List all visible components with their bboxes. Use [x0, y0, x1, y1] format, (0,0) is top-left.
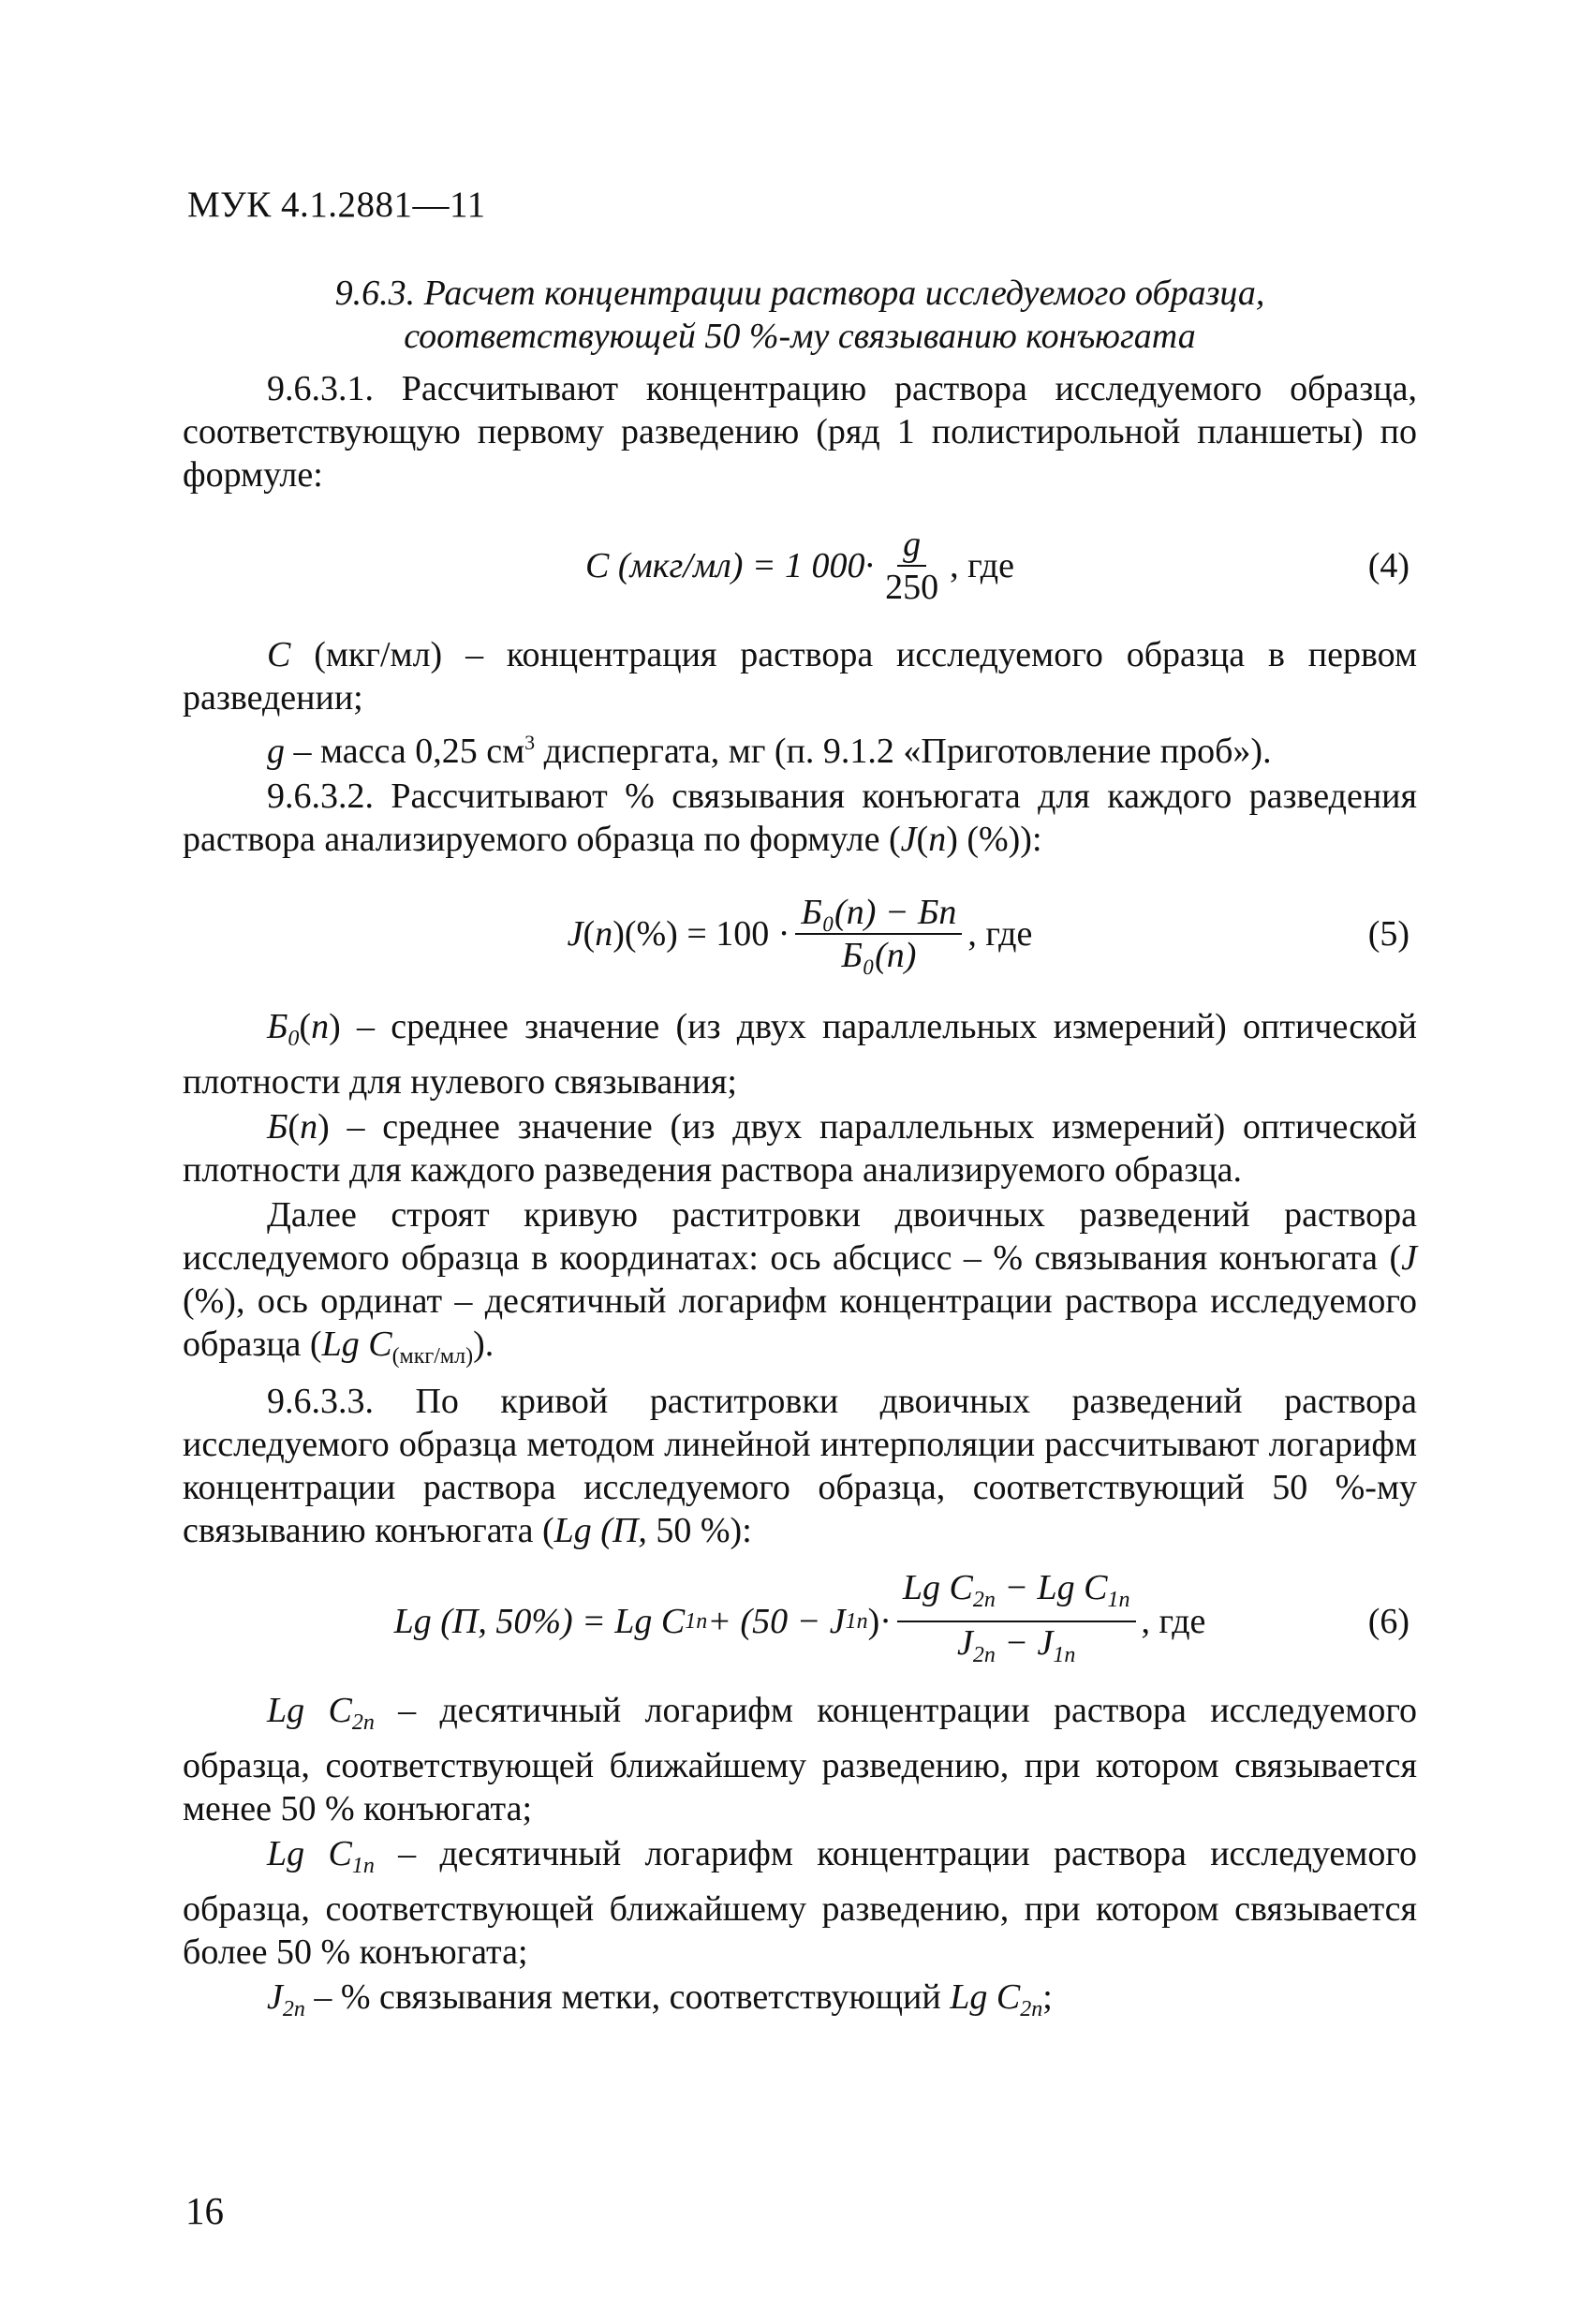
paragraph-9-6-3-3 — [183, 1380, 1417, 1552]
formula-6-den-a: J — [957, 1623, 973, 1663]
formula-4 — [183, 510, 1417, 622]
formula-6 — [183, 1565, 1417, 1678]
formula-6-number: (6) — [1367, 1602, 1410, 1641]
formula-5-lhs: (%) = 100 · — [624, 914, 790, 954]
paragraph-9-6-3-3-lg: Lg (П, — [553, 1511, 647, 1550]
definition-j2-lg-subscript: 2п — [1020, 1997, 1043, 2021]
definition-g-symbol: g — [267, 732, 285, 771]
formula-6-num-a: Lg C — [902, 1568, 973, 1607]
definition-g-text: – масса 0,25 см — [285, 732, 525, 771]
definition-g-superscript: 3 — [524, 731, 536, 754]
definition-c-text: (мкг/мл) – концентрация раствора исследуемого образца в первом разведении; — [183, 635, 1417, 718]
paragraph-9-6-3-1: 9.6.3.1. Рассчитывают концентрацию раствора исследуемого образца, соответствующую первому разведению (ряд 1 полистирольной планшеты) по формуле: — [183, 369, 1417, 495]
formula-4-numerator: g — [897, 525, 926, 567]
definition-b0-symbol: Б — [267, 1007, 288, 1046]
paragraph-9-6-3-3-end: 50 %): — [646, 1511, 752, 1550]
formula-6-mid-subscript: 1п — [845, 1609, 868, 1634]
formula-4-tail: , где — [950, 546, 1014, 585]
formula-6-mid: + (50 − J — [707, 1602, 846, 1641]
formula-6-numerator — [897, 1569, 1136, 1622]
paragraph-titration-text-2: (%), ось ординат – десятичный логарифм концентрации раствора исследуемого образца ( — [183, 1281, 1417, 1364]
definition-lg-c1-text: – десятичный логарифм концентрации раствора исследуемого образца, соответствующей ближайшему разведению, при котором связывается более 50 % конъюгата; — [183, 1834, 1417, 1972]
paragraph-titration-text: Далее строят кривую раститровки двоичных разведений раствора исследуемого образца в координатах: ось абсцисс – % связывания конъюгата ( — [183, 1195, 1417, 1278]
formula-5-number: (5) — [1367, 914, 1410, 954]
paragraph-titration-j: J — [1401, 1238, 1417, 1278]
definition-b0-text: – среднее значение (из двух параллельных измерений) оптической плотности для нулевого связывания; — [183, 1007, 1417, 1102]
formula-5-tail: , где — [967, 914, 1033, 954]
definition-g — [183, 721, 1417, 773]
definition-lg-c2-symbol: Lg C — [267, 1691, 352, 1730]
paragraph-9-6-3-2-end: ) (%)): — [946, 820, 1042, 859]
formula-4-denominator: 250 — [885, 568, 939, 607]
definition-c-symbol: C — [267, 635, 291, 674]
formula-6-den-b-sub: 1п — [1053, 1643, 1076, 1667]
definition-j2-symbol: J — [267, 1977, 283, 2017]
formula-6-lhs: Lg (П, 50%) = Lg C — [393, 1602, 686, 1641]
page-number: 16 — [185, 2189, 224, 2232]
formula-5-numerator: Б₀(n) − Бn — [795, 894, 962, 935]
paragraph-9-6-3-2-paren: ( — [916, 820, 929, 859]
definition-lg-c1-subscript: 1п — [351, 1854, 375, 1878]
definition-j2-subscript: 2п — [282, 1997, 305, 2021]
paragraph-titration-curve — [183, 1193, 1417, 1378]
formula-6-lhs-subscript: 1п — [685, 1609, 708, 1634]
formula-5-j: J — [567, 914, 583, 954]
formula-6-mid-close: )· — [867, 1602, 892, 1641]
definition-j2-end: ; — [1042, 1977, 1053, 2017]
formula-6-denominator — [952, 1622, 1081, 1674]
formula-6-den-b: − J — [995, 1623, 1054, 1663]
definition-b-n: n — [300, 1107, 318, 1147]
formula-5-denominator: Б₀(n) — [841, 936, 917, 975]
definition-b0: $Б_0(n)$ – среднее значение (из двух параллельных измерений) оптической плотности для нулевого связывания; — [183, 1007, 1417, 1102]
definition-j2 — [183, 1976, 1417, 2031]
definition-lg-c1 — [183, 1832, 1417, 1974]
document-header: МУК 4.1.2881—11 — [187, 185, 486, 225]
definition-b-symbol: Б — [267, 1107, 288, 1147]
paragraph-9-6-3-2-n: n — [928, 820, 947, 859]
definition-b0-subscript: 0 — [288, 1027, 300, 1051]
formula-6-fraction — [897, 1569, 1136, 1674]
paragraph-9-6-3-2 — [183, 775, 1417, 861]
definition-c — [183, 633, 1417, 719]
definition-b0-n: n — [311, 1007, 330, 1046]
formula-6-num-b: − Lg C — [995, 1568, 1108, 1607]
definition-j2-lg: Lg C — [950, 1977, 1021, 2017]
definition-lg-c2 — [183, 1689, 1417, 1830]
formula-5-fraction — [795, 894, 962, 974]
definition-lg-c2-text: – десятичный логарифм концентрации раствора исследуемого образца, соответствующей ближайшему разведению, при котором связывается менее 50 % конъюгата; — [183, 1691, 1417, 1828]
formula-5: J ( n ) (%) = 100 · $\frac{\text{Б₀(n) − Бn}}{\text{Б₀(n)}}$ , где (5) — [567, 893, 1410, 975]
paragraph-9-6-3-2-j: J — [900, 820, 917, 859]
formula-6-den-a-sub: 2п — [972, 1643, 996, 1667]
paragraph-9-6-3-2-text: 9.6.3.2. Рассчитывают % связывания конъюгата для каждого разведения раствора анализируемого образца по формуле ( — [183, 777, 1417, 859]
definition-j2-text: – % связывания метки, соответствующий — [304, 1977, 951, 2017]
formula-4-fraction — [879, 525, 944, 606]
formula-6-tail: , где — [1141, 1602, 1206, 1641]
paragraph-titration-lg: Lg C — [321, 1325, 392, 1364]
formula-4-lhs: C (мкг/мл) = 1 000· — [585, 546, 875, 585]
definition-b-text: – среднее значение (из двух параллельных измерений) оптической плотности для каждого разведения раствора анализируемого образца. — [183, 1107, 1417, 1190]
formula-5-n: n — [595, 914, 613, 954]
definition-lg-c2-subscript: 2п — [351, 1710, 375, 1735]
formula-6-num-a-sub: 2п — [972, 1588, 996, 1612]
paragraph-9-6-3-3-text: 9.6.3.3. По кривой раститровки двоичных разведений раствора исследуемого образца методом линейной интерполяции рассчитывают логарифм концентрации раствора исследуемого образца, соответствующий 50 %-му связыванию конъюгата ( — [183, 1382, 1417, 1550]
section-heading: 9.6.3. Расчет концентрации раствора исследуемого образца, соответствующей 50 %-му связыванию конъюгата — [334, 274, 1265, 356]
formula-4-number: (4) — [1367, 546, 1410, 585]
paragraph-titration-subscript: (мкг/мл) — [391, 1344, 474, 1369]
paragraph-titration-end: ). — [473, 1325, 494, 1364]
page-content — [183, 272, 1417, 2031]
formula-6-num-b-sub: 1п — [1107, 1588, 1130, 1612]
definition-g-text-end: диспергата, мг (п. 9.1.2 «Приготовление проб»). — [535, 732, 1272, 771]
definition-lg-c1-symbol: Lg C — [267, 1834, 352, 1873]
definition-b: Б(n) – среднее значение (из двух параллельных измерений) оптической плотности для каждого разведения раствора анализируемого образца. — [183, 1107, 1417, 1190]
